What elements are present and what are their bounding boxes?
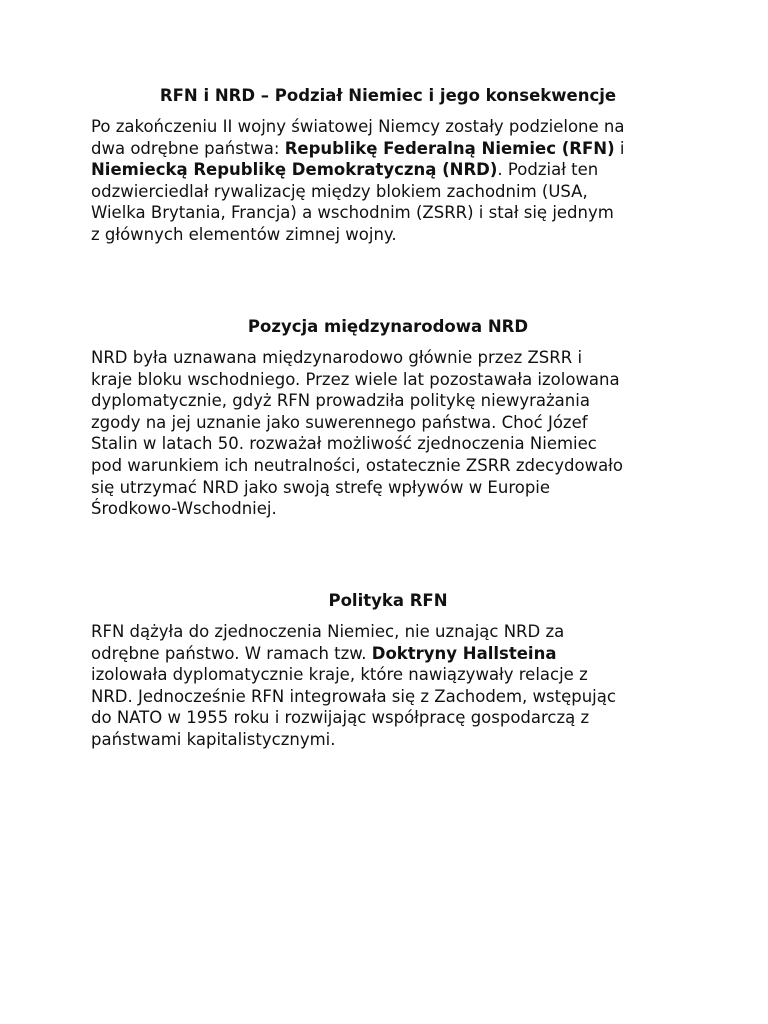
text-run: NRD. Jednocześnie RFN integrowała się z Zachodem, wstępując bbox=[91, 686, 616, 706]
text-run: dyplomatycznie, gdyż RFN prowadziła politykę niewyrażania bbox=[91, 391, 590, 411]
text-run: izolowała dyplomatycznie kraje, które nawiązywały relacje z bbox=[91, 665, 588, 685]
paragraph-line bbox=[91, 181, 685, 203]
section-rfn-nrd-division bbox=[91, 86, 685, 246]
section-rfn-policy bbox=[91, 591, 685, 751]
text-run: RFN dążyła do zjednoczenia Niemiec, nie uznając NRD za bbox=[91, 622, 565, 641]
text-run: Środkowo-Wschodniej. bbox=[91, 499, 277, 519]
paragraph-line bbox=[91, 455, 685, 477]
paragraph-line bbox=[91, 707, 685, 729]
section-paragraph bbox=[91, 347, 685, 520]
paragraph-line bbox=[91, 412, 685, 434]
text-run: NRD była uznawana międzynarodowo głównie przez ZSRR i bbox=[91, 348, 583, 367]
text-run: do NATO w 1955 roku i rozwijając współpracę gospodarczą z bbox=[91, 708, 590, 728]
section-heading: Pozycja międzynarodowa NRD bbox=[247, 317, 529, 336]
paragraph-line bbox=[91, 347, 685, 369]
paragraph-line bbox=[91, 498, 685, 520]
text-run: dwa odrębne państwa: bbox=[91, 138, 285, 158]
text-run: odrębne państwo. W ramach tzw. bbox=[91, 643, 372, 663]
section-nrd-international-position bbox=[91, 317, 685, 520]
text-run: kraje bloku wschodniego. Przez wiele lat pozostawała izolowana bbox=[91, 369, 620, 389]
section-heading: RFN i NRD – Podział Niemiec i jego konsekwencje bbox=[159, 86, 617, 105]
text-run: . Podział ten bbox=[497, 160, 599, 180]
paragraph-line bbox=[91, 433, 685, 455]
section-paragraph bbox=[91, 621, 685, 751]
paragraph-line bbox=[91, 202, 685, 224]
text-run: Po zakończeniu II wojny światowej Niemcy zostały podzielone na bbox=[91, 117, 625, 136]
bold-text: Niemiecką Republikę Demokratyczną (NRD) bbox=[91, 160, 498, 180]
paragraph-line bbox=[91, 729, 685, 751]
text-run: się utrzymać NRD jako swoją strefę wpływów w Europie bbox=[91, 477, 551, 497]
section-paragraph bbox=[91, 116, 685, 246]
text-run: Wielka Brytania, Francja) a wschodnim (ZSRR) i stał się jednym bbox=[91, 203, 614, 223]
text-run: odzwierciedlał rywalizację między blokiem zachodnim (USA, bbox=[91, 181, 588, 201]
bold-text: Republikę Federalną Niemiec (RFN) bbox=[284, 138, 615, 158]
paragraph-line bbox=[91, 686, 685, 708]
paragraph-line bbox=[91, 390, 685, 412]
text-run: pod warunkiem ich neutralności, ostatecznie ZSRR zdecydowało bbox=[91, 455, 623, 475]
bold-text: Doktryny Hallsteina bbox=[371, 643, 557, 663]
text-run: z głównych elementów zimnej wojny. bbox=[91, 224, 397, 244]
paragraph-line bbox=[91, 224, 685, 246]
text-run: i bbox=[614, 138, 625, 158]
text-run: zgody na jej uznanie jako suwerennego państwa. Choć Józef bbox=[91, 412, 588, 432]
paragraph-line bbox=[91, 138, 685, 160]
paragraph-line bbox=[91, 643, 685, 665]
paragraph-line bbox=[91, 159, 685, 181]
paragraph-line bbox=[91, 477, 685, 499]
paragraph-line bbox=[91, 664, 685, 686]
paragraph-line bbox=[91, 116, 685, 138]
paragraph-line bbox=[91, 369, 685, 391]
paragraph-line bbox=[91, 621, 685, 643]
section-heading: Polityka RFN bbox=[328, 591, 448, 610]
text-run: Stalin w latach 50. rozważał możliwość zjednoczenia Niemiec bbox=[91, 434, 597, 454]
text-run: państwami kapitalistycznymi. bbox=[91, 729, 336, 749]
